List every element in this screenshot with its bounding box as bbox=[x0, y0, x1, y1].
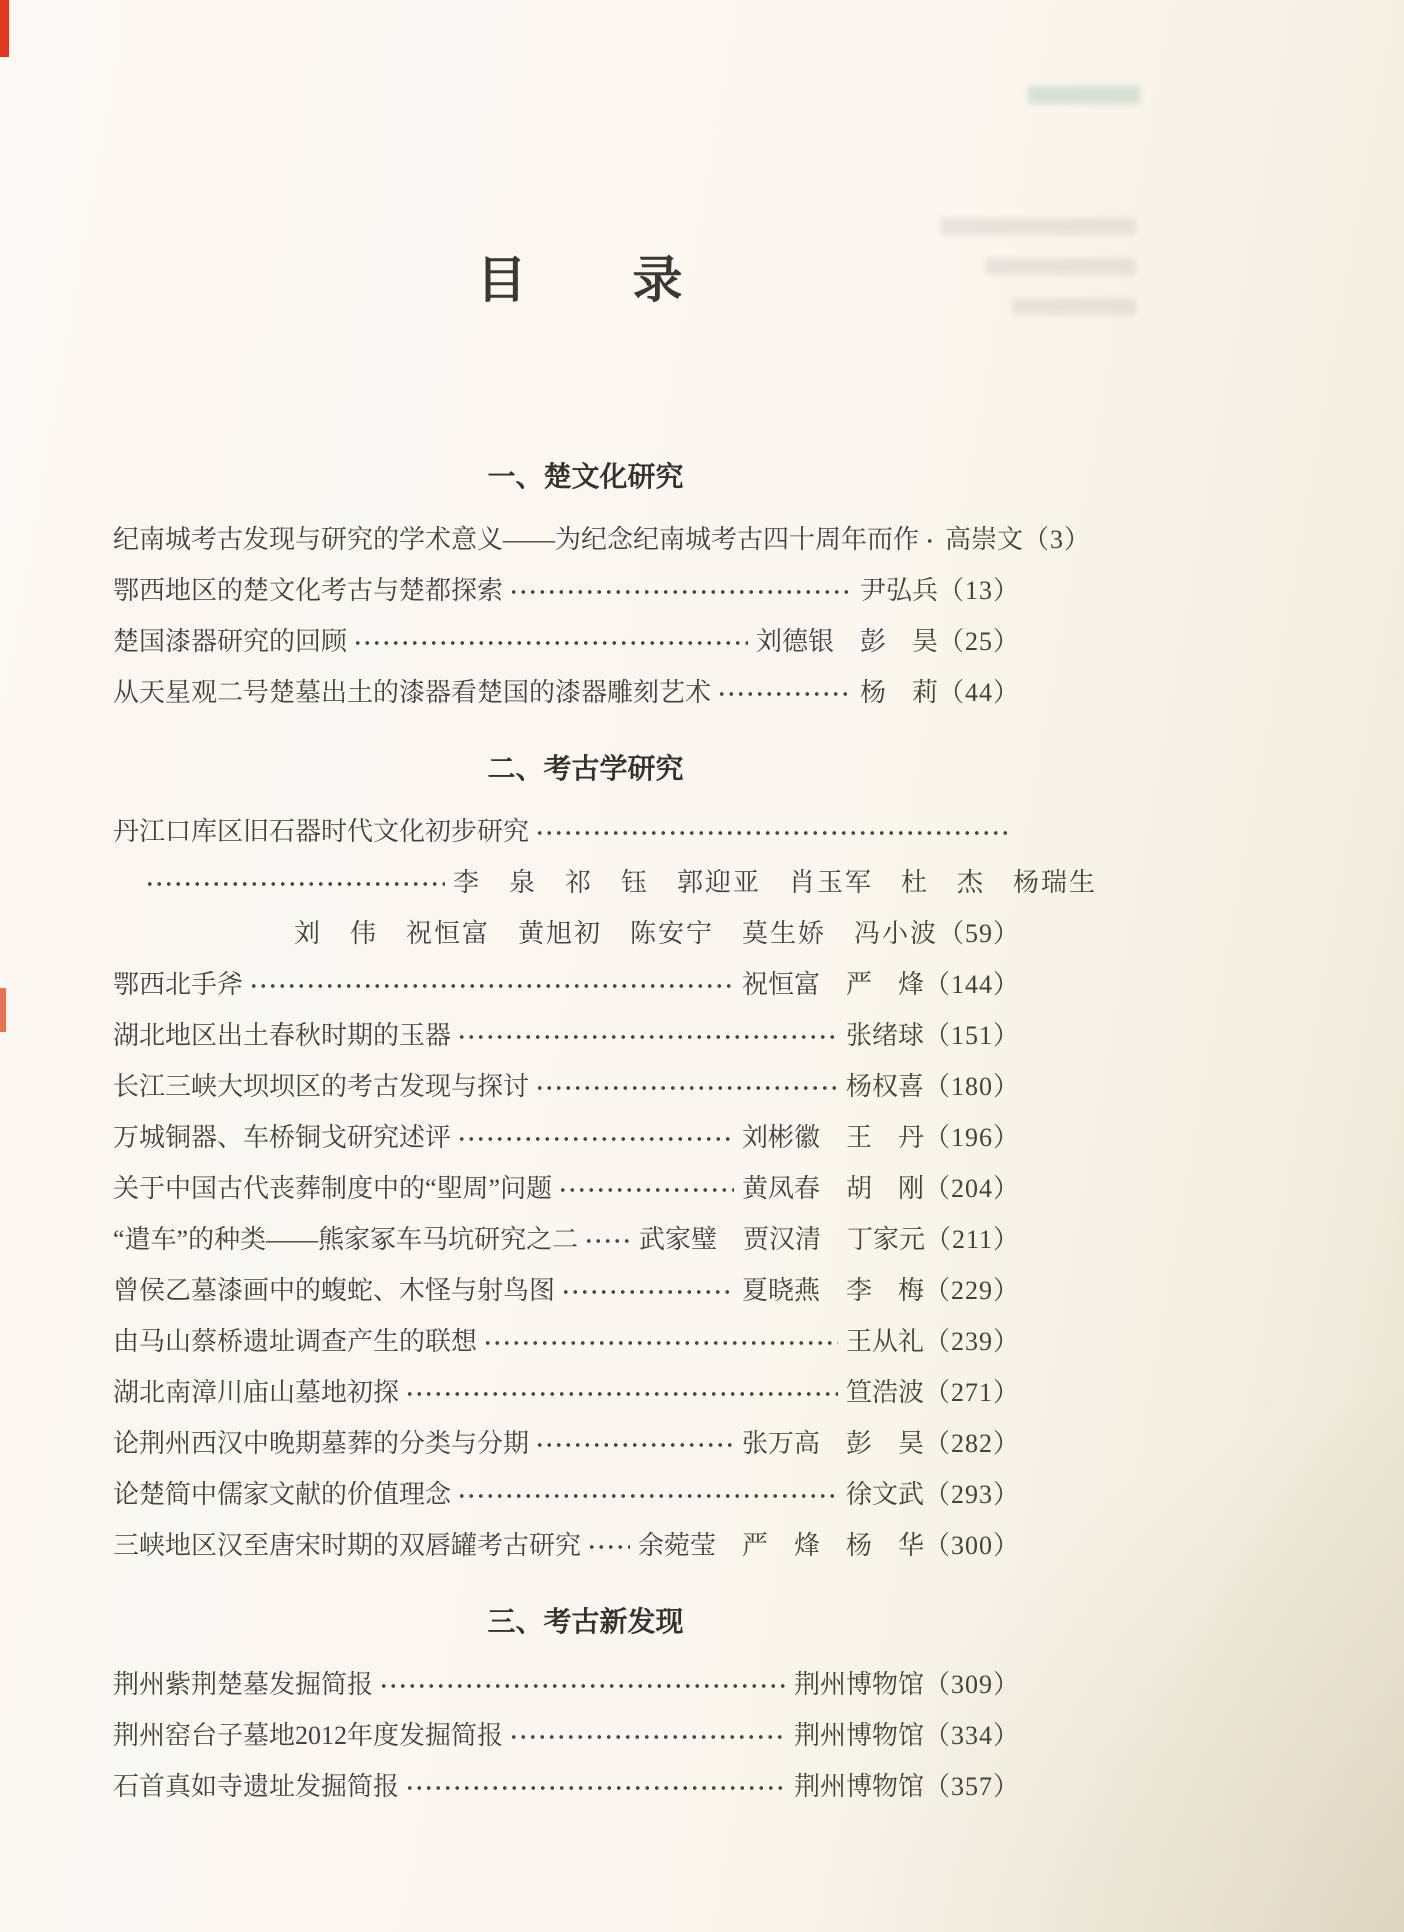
entry-authors: 杨权喜 bbox=[845, 1072, 924, 1101]
entry-authors: 荆州博物馆 bbox=[793, 1721, 924, 1750]
entry-authors: 黄凤春 胡 刚 bbox=[741, 1174, 924, 1203]
page-bleedthrough bbox=[1028, 86, 1140, 104]
entry-page-number: （151） bbox=[923, 1021, 1020, 1050]
entry-page-number: （309） bbox=[923, 1670, 1020, 1699]
toc-entry bbox=[113, 1518, 1020, 1569]
toc-entry bbox=[113, 957, 1020, 1008]
entry-title: 楚国漆器研究的回顾 bbox=[113, 627, 348, 656]
section-heading: 三、考古新发现 bbox=[487, 1606, 684, 1637]
dotted-leader bbox=[405, 1784, 786, 1792]
entry-authors: 高崇文 bbox=[945, 525, 1024, 554]
entry-page-number: （13） bbox=[937, 576, 1020, 605]
toc-entry bbox=[113, 1161, 1020, 1212]
dotted-leader bbox=[925, 537, 937, 545]
dotted-leader bbox=[457, 1033, 838, 1041]
dotted-leader bbox=[535, 829, 1012, 837]
entry-page-number: （271） bbox=[923, 1378, 1020, 1407]
entry-title: 纪南城考古发现与研究的学术意义——为纪念纪南城考古四十周年而作 bbox=[113, 525, 920, 554]
toc-entry bbox=[113, 563, 1020, 614]
entry-authors: 徐文武 bbox=[845, 1480, 924, 1509]
entry-authors: 刘彬徽 王 丹 bbox=[741, 1123, 924, 1152]
toc-content bbox=[113, 0, 1098, 1810]
entry-title: 曾侯乙墓漆画中的蝮蛇、木怪与射鸟图 bbox=[113, 1276, 556, 1305]
entry-page-number: （211） bbox=[924, 1225, 1020, 1254]
toc-entry bbox=[113, 665, 1020, 716]
entry-authors: 王从礼 bbox=[845, 1327, 924, 1356]
red-edge-mark-top bbox=[0, 0, 9, 57]
dotted-leader bbox=[379, 1682, 786, 1690]
page-title: 目 录 bbox=[476, 252, 685, 308]
entry-page-number: （357） bbox=[923, 1772, 1020, 1801]
toc-entry bbox=[113, 1263, 1020, 1314]
entry-title: 论楚简中儒家文献的价值理念 bbox=[113, 1480, 452, 1509]
toc-entry bbox=[113, 1416, 1020, 1467]
dotted-leader bbox=[353, 639, 748, 647]
dotted-leader bbox=[558, 1186, 734, 1194]
dotted-leader bbox=[717, 690, 852, 698]
toc-entry bbox=[113, 1008, 1020, 1059]
toc-entry bbox=[113, 855, 1098, 906]
entry-page-number: （229） bbox=[923, 1276, 1020, 1305]
entry-authors: 尹弘兵 bbox=[859, 576, 938, 605]
entry-page-number: （293） bbox=[923, 1480, 1020, 1509]
toc-entry bbox=[113, 614, 1020, 665]
entry-page-number: （44） bbox=[937, 678, 1020, 707]
dotted-leader bbox=[561, 1288, 734, 1296]
entry-page-number: （300） bbox=[923, 1531, 1020, 1560]
dotted-leader bbox=[405, 1390, 838, 1398]
entry-title: 丹江口库区旧石器时代文化初步研究 bbox=[113, 817, 530, 846]
entry-authors: 刘德银 彭 昊 bbox=[755, 627, 938, 656]
section-heading: 二、考古学研究 bbox=[487, 753, 684, 784]
entry-title: 湖北南漳川庙山墓地初探 bbox=[113, 1378, 400, 1407]
dotted-leader bbox=[457, 1492, 838, 1500]
toc-entry bbox=[113, 1110, 1020, 1161]
entry-authors: 李 泉 祁 钰 郭迎亚 肖玉军 杜 杰 杨瑞生 bbox=[453, 868, 1098, 897]
entry-authors: 武家璧 贾汉清 丁家元 bbox=[638, 1225, 925, 1254]
dotted-leader bbox=[249, 982, 734, 990]
entry-title: 荆州窑台子墓地2012年度发掘简报 bbox=[113, 1721, 504, 1750]
entry-page-number: （282） bbox=[923, 1429, 1020, 1458]
toc-entry bbox=[113, 1314, 1020, 1365]
toc-entry bbox=[113, 1759, 1020, 1810]
toc-entry bbox=[113, 1467, 1020, 1518]
entry-title: 荆州紫荆楚墓发掘简报 bbox=[113, 1670, 374, 1699]
entry-authors: 笪浩波 bbox=[845, 1378, 924, 1407]
toc-entry bbox=[113, 804, 1020, 855]
entry-page-number: （144） bbox=[923, 970, 1020, 999]
entry-title: 三峡地区汉至唐宋时期的双唇罐考古研究 bbox=[113, 1531, 582, 1560]
dotted-leader bbox=[584, 1237, 631, 1245]
dotted-leader bbox=[457, 1135, 734, 1143]
dotted-leader bbox=[535, 1441, 734, 1449]
entry-authors: 张万高 彭 昊 bbox=[741, 1429, 924, 1458]
dotted-leader bbox=[587, 1543, 630, 1551]
toc-entry bbox=[113, 1059, 1020, 1110]
entry-authors: 杨 莉 bbox=[859, 678, 938, 707]
toc-entry bbox=[113, 1212, 1020, 1263]
entry-authors: 荆州博物馆 bbox=[793, 1670, 924, 1699]
entry-title: 关于中国古代丧葬制度中的“堲周”问题 bbox=[113, 1174, 553, 1203]
toc-sections bbox=[113, 460, 1098, 1810]
entry-title: 万城铜器、车桥铜戈研究述评 bbox=[113, 1123, 452, 1152]
entry-title: 由马山蔡桥遗址调查产生的联想 bbox=[113, 1327, 478, 1356]
section-heading: 一、楚文化研究 bbox=[487, 461, 684, 492]
toc-entry bbox=[113, 906, 1020, 957]
dotted-leader bbox=[483, 1339, 838, 1347]
entry-authors: 荆州博物馆 bbox=[793, 1772, 924, 1801]
entry-title: 石首真如寺遗址发掘简报 bbox=[113, 1772, 400, 1801]
toc-entry bbox=[113, 1365, 1020, 1416]
entry-page-number: （334） bbox=[923, 1721, 1020, 1750]
entry-page-number: （59） bbox=[937, 919, 1020, 948]
toc-entry bbox=[113, 1657, 1020, 1708]
entry-title: 论荆州西汉中晚期墓葬的分类与分期 bbox=[113, 1429, 530, 1458]
entry-title: 长江三峡大坝坝区的考古发现与探讨 bbox=[113, 1072, 530, 1101]
entry-title: 从天星观二号楚墓出土的漆器看楚国的漆器雕刻艺术 bbox=[113, 678, 712, 707]
dotted-leader bbox=[509, 1733, 786, 1741]
toc-entry bbox=[113, 1708, 1020, 1759]
entry-page-number: （204） bbox=[923, 1174, 1020, 1203]
entry-page-number: （3） bbox=[1023, 525, 1092, 554]
entry-authors: 夏晓燕 李 梅 bbox=[741, 1276, 924, 1305]
entry-title: 鄂西地区的楚文化考古与楚都探索 bbox=[113, 576, 504, 605]
entry-authors: 刘 伟 祝恒富 黄旭初 陈安宁 莫生娇 冯小波 bbox=[293, 919, 938, 948]
entry-authors: 张绪球 bbox=[845, 1021, 924, 1050]
entry-authors: 余菀莹 严 烽 杨 华 bbox=[637, 1531, 924, 1560]
dotted-leader bbox=[535, 1084, 838, 1092]
entry-title: 鄂西北手斧 bbox=[113, 970, 244, 999]
dotted-leader bbox=[145, 880, 445, 888]
entry-page-number: （239） bbox=[923, 1327, 1020, 1356]
toc-entry bbox=[113, 512, 1092, 563]
entry-page-number: （196） bbox=[923, 1123, 1020, 1152]
entry-title: 湖北地区出土春秋时期的玉器 bbox=[113, 1021, 452, 1050]
dotted-leader bbox=[509, 588, 852, 596]
entry-page-number: （180） bbox=[923, 1072, 1020, 1101]
red-edge-mark-middle bbox=[0, 988, 6, 1032]
entry-authors: 祝恒富 严 烽 bbox=[741, 970, 924, 999]
entry-page-number: （25） bbox=[937, 627, 1020, 656]
entry-title: “遣车”的种类——熊家冢车马坑研究之二 bbox=[113, 1225, 579, 1254]
